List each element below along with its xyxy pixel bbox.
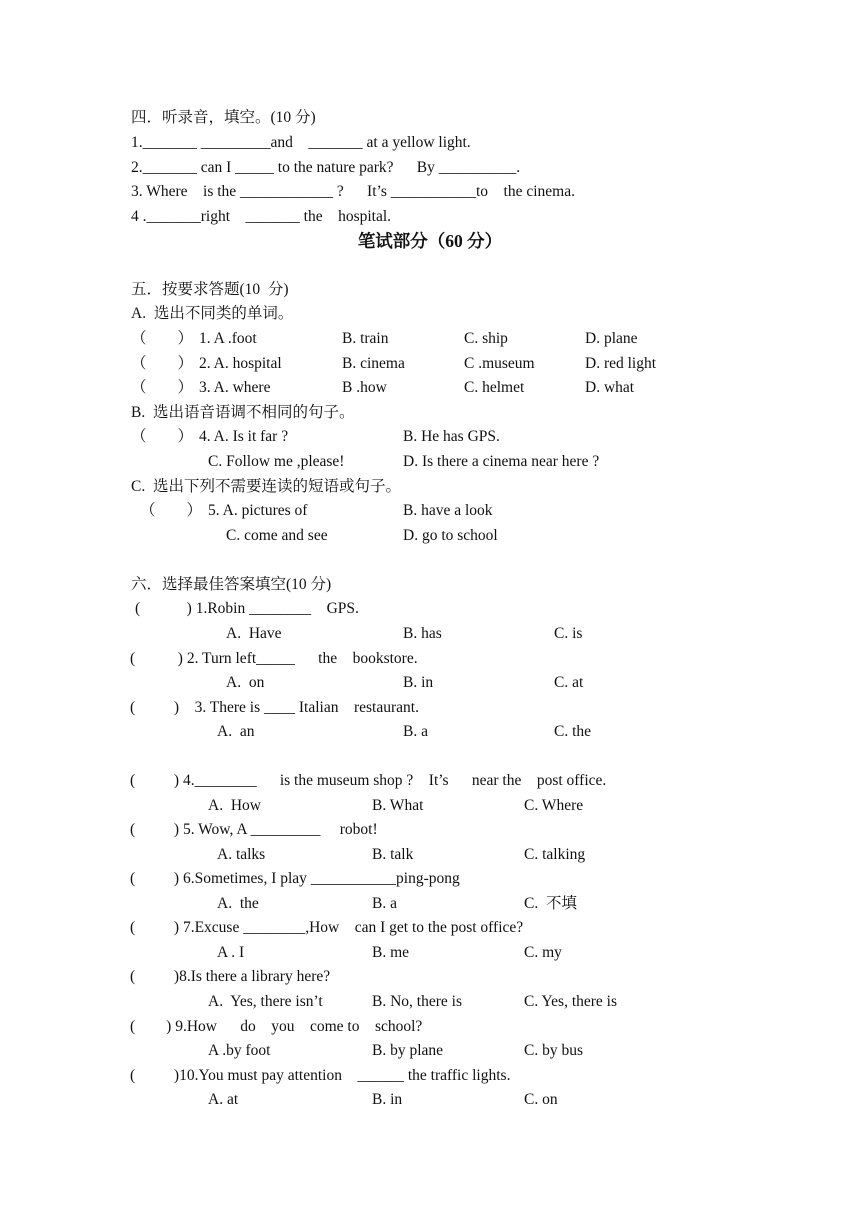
option-b: B. What <box>372 797 424 814</box>
question-option-b: B. cinema <box>342 355 405 372</box>
question-stem: ( ) 6.Sometimes, I play ___________ping-pong <box>130 870 460 887</box>
partC-option-b: B. have a look <box>403 502 493 519</box>
option-c: C. at <box>554 674 584 691</box>
option-a: A. on <box>226 674 265 691</box>
section5-partA-heading: A. 选出不同类的单词。 <box>131 305 294 322</box>
option-b: B. me <box>372 944 410 961</box>
option-a: A. How <box>208 797 261 814</box>
question-stem: ( ) 7.Excuse ________,How can I get to the post office? <box>130 919 524 936</box>
question-stem: ( )10.You must pay attention ______ the traffic lights. <box>130 1067 511 1084</box>
written-part-title: 笔试部分（60 分） <box>357 231 503 251</box>
question-stem: ( )8.Is there a library here? <box>130 968 331 985</box>
option-b: B. in <box>372 1091 403 1108</box>
partB-option-a: 4. A. Is it far ? <box>199 428 289 445</box>
option-c: C. Where <box>524 797 584 814</box>
option-a: A . I <box>217 944 245 961</box>
question-option-a: 1. A .foot <box>199 330 257 347</box>
option-c: C. by bus <box>524 1042 583 1059</box>
question-option-a: 2. A. hospital <box>199 355 282 372</box>
option-c: C. Yes, there is <box>524 993 618 1010</box>
question-option-d: D. red light <box>585 355 657 372</box>
partB-option-b: B. He has GPS. <box>403 428 500 445</box>
section5-partB-heading: B. 选出语音语调不相同的句子。 <box>131 404 355 421</box>
section5-heading: 五．按要求答题(10 分) <box>131 281 289 298</box>
question-stem: ( ) 2. Turn left_____ the bookstore. <box>130 650 418 667</box>
question-stem: ( ) 9.How do you come to school? <box>130 1018 423 1035</box>
answer-bracket: （ ） <box>131 355 194 372</box>
option-a: A .by foot <box>208 1042 271 1059</box>
option-c: C. my <box>524 944 562 961</box>
question-option-c: C. helmet <box>464 379 525 396</box>
question-stem: ( ) 4.________ is the museum shop ? It’s near the post office. <box>130 772 607 789</box>
option-b: B. by plane <box>372 1042 444 1059</box>
partC-option-c: C. come and see <box>226 527 328 544</box>
option-c: C. the <box>554 723 592 740</box>
listening-line-4: 4 ._______right _______ the hospital. <box>131 208 392 225</box>
question-option-d: D. plane <box>585 330 638 347</box>
option-a: A. talks <box>217 846 266 863</box>
question-option-c: C. ship <box>464 330 508 347</box>
listening-heading: 四．听录音，填空。(10 分) <box>131 109 316 126</box>
question-stem: ( ) 1.Robin ________ GPS. <box>135 600 359 617</box>
question-option-d: D. what <box>585 379 635 396</box>
partB-option-d: D. Is there a cinema near here ? <box>403 453 600 470</box>
partB-option-c: C. Follow me ,please! <box>208 453 345 470</box>
option-c: C. is <box>554 625 583 642</box>
listening-line-2: 2._______ can I _____ to the nature park? By __________. <box>131 159 521 176</box>
option-a: A. Have <box>226 625 282 642</box>
option-b: B. in <box>403 674 434 691</box>
option-c: C. on <box>524 1091 558 1108</box>
question-option-b: B. train <box>342 330 389 347</box>
option-a: A. at <box>208 1091 239 1108</box>
option-b: B. No, there is <box>372 993 462 1010</box>
option-c: C. talking <box>524 846 586 863</box>
section6-heading: 六．选择最佳答案填空(10 分) <box>131 576 332 593</box>
answer-bracket: （ ） <box>131 330 194 347</box>
answer-bracket: （ ） <box>131 428 194 445</box>
question-option-b: B .how <box>342 379 387 396</box>
answer-bracket: （ ） <box>140 502 203 519</box>
question-stem: ( ) 5. Wow, A _________ robot! <box>130 821 378 838</box>
option-a: A. the <box>217 895 259 912</box>
answer-bracket: （ ） <box>131 379 194 396</box>
option-a: A. Yes, there isn’t <box>208 993 323 1010</box>
partC-option-d: D. go to school <box>403 527 498 544</box>
partC-option-a: 5. A. pictures of <box>208 502 308 519</box>
option-c: C. 不填 <box>524 895 577 912</box>
question-stem: ( ) 3. There is ____ Italian restaurant. <box>130 699 419 716</box>
listening-line-3: 3. Where is the ____________ ? It’s ___________to the cinema. <box>131 183 575 200</box>
option-b: B. has <box>403 625 442 642</box>
option-b: B. a <box>372 895 397 912</box>
question-option-c: C .museum <box>464 355 535 372</box>
option-b: B. a <box>403 723 428 740</box>
listening-line-1: 1._______ _________and _______ at a yellow light. <box>131 134 471 151</box>
option-b: B. talk <box>372 846 414 863</box>
option-a: A. an <box>217 723 255 740</box>
section5-partC-heading: C. 选出下列不需要连读的短语或句子。 <box>131 478 401 495</box>
question-option-a: 3. A. where <box>199 379 271 396</box>
